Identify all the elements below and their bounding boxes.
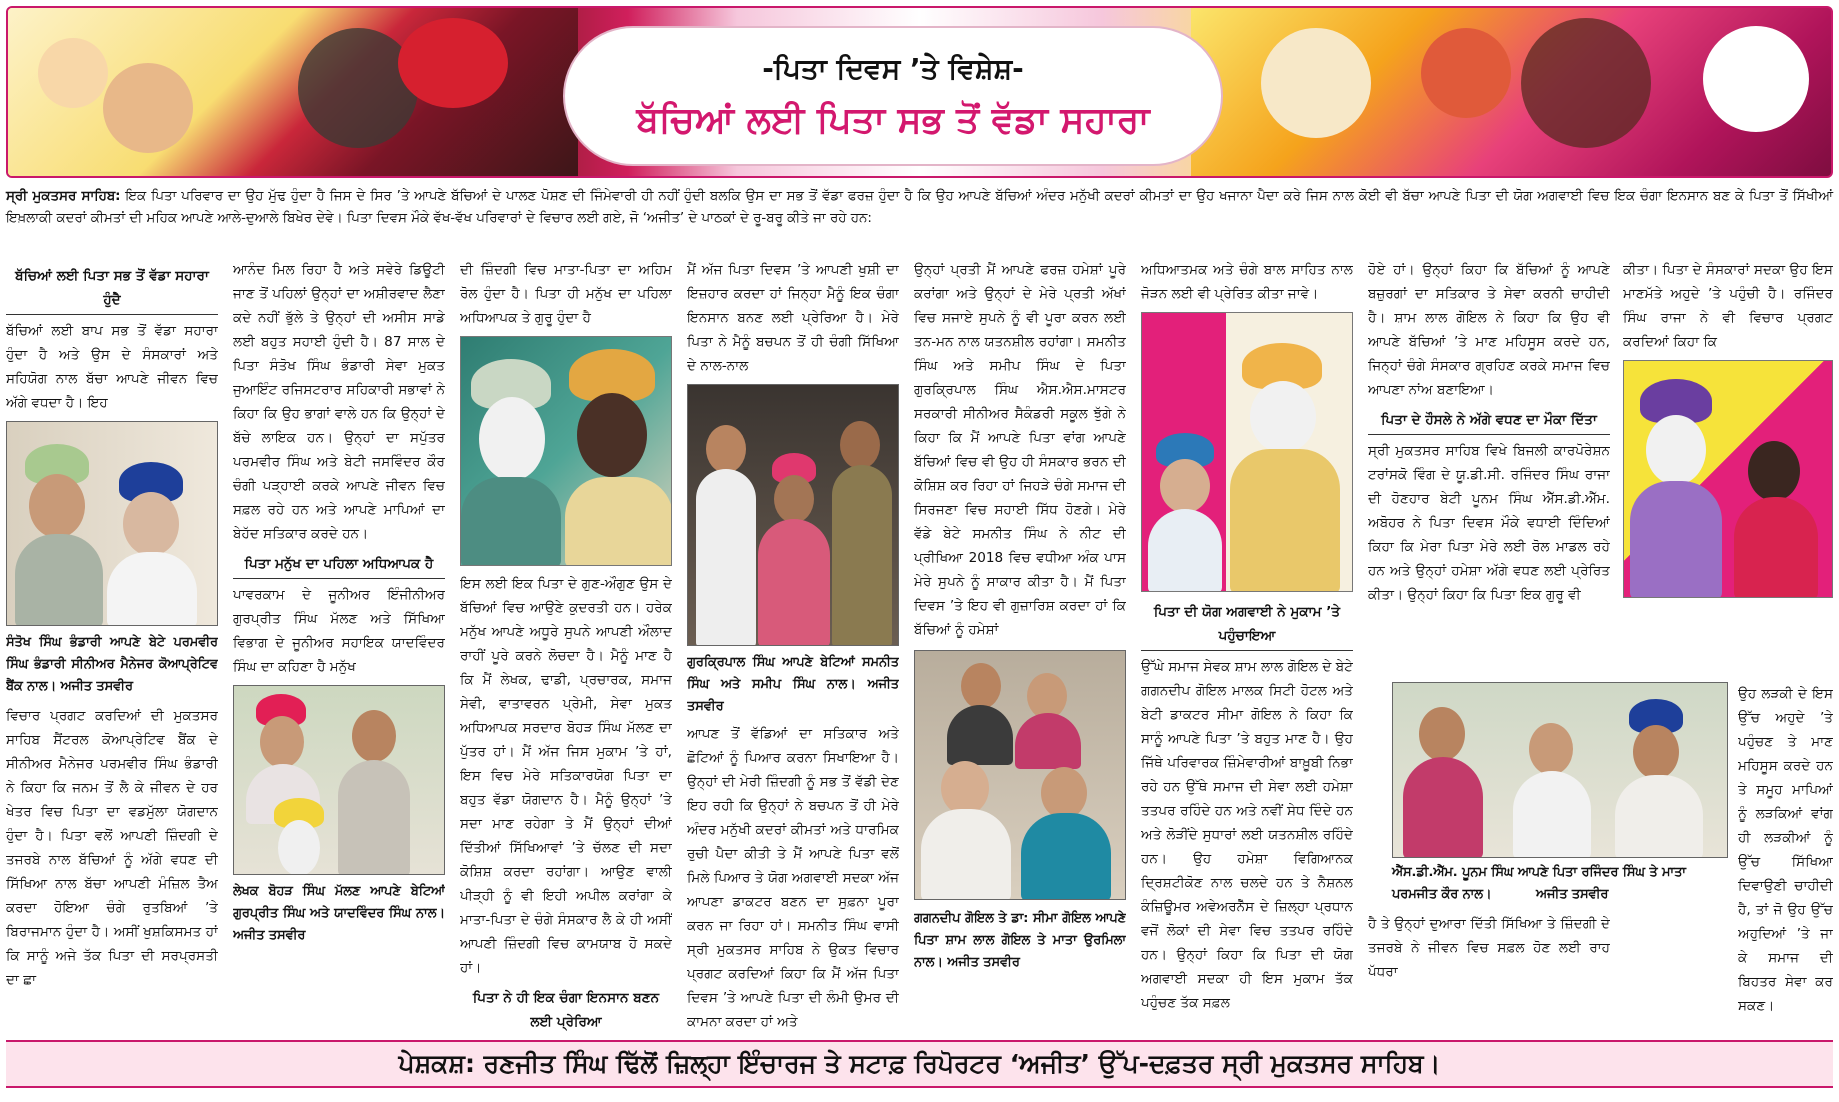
photo-caption-2 xyxy=(233,881,445,947)
footer-text: ਪੇਸ਼ਕਸ਼: ਰਣਜੀਤ ਸਿੰਘ ਢਿੱਲੋਂ ਜ਼ਿਲ੍ਹਾ ਇੰਚਾਰਜ ਤੇ ਸਟਾਫ਼ ਰਿਪੋਰਟਰ ‘ਅਜੀਤ’ ਉੱਪ-ਦਫ਼ਤਰ ਸ੍ਰੀ ਮੁਕਤਸਰ ਸਾਹਿਬ। xyxy=(398,1049,1441,1078)
face xyxy=(961,663,1001,709)
caption-text: ਐੱਸ.ਡੀ.ਐੱਮ. ਪੂਨਮ ਸਿੰਘ ਆਪਣੇ ਪਿਤਾ ਰਜਿੰਦਰ ਸਿੰਘ ਤੇ ਮਾਤਾ ਪਰਮਜੀਤ ਕੌਰ ਨਾਲ। xyxy=(1392,865,1686,902)
col2-para-1: ਆਨੰਦ ਮਿਲ ਰਿਹਾ ਹੈ ਅਤੇ ਸਵੇਰੇ ਡਿਊਟੀ ਜਾਣ ਤੋਂ ਪਹਿਲਾਂ ਉਨ੍ਹਾਂ ਦਾ ਅਸ਼ੀਰਵਾਦ ਲੈਣਾ ਕਦੇ ਨਹੀਂ ਭੁੱਲੇ ਤੇ ਉਨ੍ਹਾਂ ਦੀ ਅਸੀਸ ਸਾਡੇ ਲਈ ਬਹੁਤ ਸਹਾਈ ਹੁੰਦੀ ਹੈ। 87 ਸਾਲ ਦੇ ਪਿਤਾ ਸੰਤੋਖ ਸਿੰਘ ਭੰਡਾਰੀ ਸੇਵਾ ਮੁਕਤ ਜੁਆਇੰਟ ਰਜਿਸਟਰਾਰ ਸਹਿਕਾਰੀ ਸਭਾਵਾਂ ਨੇ ਕਿਹਾ ਕਿ ਉਹ ਭਾਗਾਂ ਵਾਲੇ ਹਨ ਕਿ ਉਨ੍ਹਾਂ ਦੇ ਬੱਚੇ ਲਾਇਕ ਹਨ। ਉਨ੍ਹਾਂ ਦਾ ਸਪੁੱਤਰ ਪਰਮਵੀਰ ਸਿੰਘ ਅਤੇ ਬੇਟੀ ਜਸਵਿੰਦਰ ਕੌਰ ਚੰਗੀ ਪੜ੍ਹਾਈ ਕਰਕੇ ਆਪਣੇ ਜੀਵਨ ਵਿਚ ਸਫ਼ਲ ਰਹੇ ਹਨ ਅਤੇ ਆਪਣੇ ਮਾਪਿਆਂ ਦਾ ਬੇਹੱਦ ਸਤਿਕਾਰ ਕਰਦੇ ਹਨ। xyxy=(233,262,445,542)
body xyxy=(461,477,561,566)
column-5 xyxy=(914,258,1126,1038)
col6-para-1: ਅਧਿਆਤਮਕ ਅਤੇ ਚੰਗੇ ਬਾਲ ਸਾਹਿਤ ਨਾਲ ਜੋੜਨ ਲਈ ਵੀ ਪ੍ਰੇਰਿਤ ਕੀਤਾ ਜਾਵੇ। xyxy=(1141,262,1353,302)
face xyxy=(1633,725,1679,779)
body xyxy=(921,809,1011,900)
col6-para-2: ਉੱਘੇ ਸਮਾਜ ਸੇਵਕ ਸ਼ਾਮ ਲਾਲ ਗੋਇਲ ਦੇ ਬੇਟੇ ਗਗਨਦੀਪ ਗੋਇਲ ਮਾਲਕ ਸਿਟੀ ਹੋਟਲ ਅਤੇ ਬੇਟੀ ਡਾਕਟਰ ਸੀਮਾ ਗੋਇਲ ਨੇ ਕਿਹਾ ਕਿ ਸਾਨੂੰ ਆਪਣੇ ਪਿਤਾ ’ਤੇ ਬਹੁਤ ਮਾਣ ਹੈ। ਉਹ ਜਿੱਥੇ ਪਰਿਵਾਰਕ ਜ਼ਿੰਮੇਵਾਰੀਆਂ ਬਾਖ਼ੂਬੀ ਨਿਭਾ ਰਹੇ ਹਨ ਉੱਥੇ ਸਮਾਜ ਦੀ ਸੇਵਾ ਲਈ ਹਮੇਸ਼ਾ ਤਤਪਰ ਰਹਿੰਦੇ ਹਨ ਅਤੇ ਨਵੀਂ ਸੇਧ ਦਿੰਦੇ ਹਨ ਅਤੇ ਲੋੜੀਂਦੇ ਸੁਧਾਰਾਂ ਲਈ ਯਤਨਸ਼ੀਲ ਰਹਿੰਦੇ ਹਨ। ਉਹ ਹਮੇਸ਼ਾ ਵਿਗਿਆਨਕ ਦ੍ਰਿਸ਼ਟੀਕੋਣ ਨਾਲ ਚਲਦੇ ਹਨ ਤੇ ਨੈਸ਼ਨਲ ਕੰਜ਼ਿਊਮਰ ਅਵੇਅਰਨੈੱਸ ਦੇ ਜ਼ਿਲ੍ਹਾ ਪ੍ਰਧਾਨ ਵਜੋਂ ਲੋਕਾਂ ਦੀ ਸੇਵਾ ਵਿਚ ਤਤਪਰ ਰਹਿੰਦੇ ਹਨ। ਉਨ੍ਹਾਂ ਕਿਹਾ ਕਿ ਪਿਤਾ ਦੀ ਯੋਗ ਅਗਵਾਈ ਸਦਕਾ ਹੀ ਇਸ ਮੁਕਾਮ ਤੱਕ ਪਹੁੰਚਣ ਤੱਕ ਸਫ਼ਲ xyxy=(1141,659,1353,1011)
subheading-6: ਪਿਤਾ ਦੀ ਯੋਗ ਅਗਵਾਈ ਨੇ ਮੁਕਾਮ ’ਤੇ ਪਹੁੰਚਾਇਆ xyxy=(1141,598,1353,651)
child-orange-turban xyxy=(1421,28,1511,118)
photo-credit: ਅਜੀਤ ਤਸਵੀਰ xyxy=(947,955,1020,970)
col7-para-2: ਸ੍ਰੀ ਮੁਕਤਸਰ ਸਾਹਿਬ ਵਿਖੇ ਬਿਜਲੀ ਕਾਰਪੋਰੇਸ਼ਨ ਟਰਾਂਸਕੋ ਵਿੰਗ ਦੇ ਯੂ.ਡੀ.ਸੀ. ਰਜਿੰਦਰ ਸਿੰਘ ਰਾਜਾ ਦੀ ਹੋਣਹਾਰ ਬੇਟੀ ਪੂਨਮ ਸਿੰਘ ਐੱਸ.ਡੀ.ਐੱਮ. ਅਬੋਹਰ ਨੇ ਪਿਤਾ ਦਿਵਸ ਮੌਕੇ ਵਧਾਈ ਦਿੰਦਿਆਂ ਕਿਹਾ ਕਿ ਮੇਰਾ ਪਿਤਾ ਮੇਰੇ ਲਈ ਰੋਲ ਮਾਡਲ ਰਹੇ ਹਨ ਅਤੇ ਉਨ੍ਹਾਂ ਹਮੇਸ਼ਾ ਅੱਗੇ ਵਧਣ ਲਈ ਪ੍ਰੇਰਿਤ ਕੀਤਾ। ਉਨ੍ਹਾਂ ਕਿਹਾ ਕਿ ਪਿਤਾ ਇਕ ਗੁਰੂ ਵੀ xyxy=(1368,443,1610,603)
dateline: ਸ੍ਰੀ ਮੁਕਤਸਰ ਸਾਹਿਬ: xyxy=(6,189,121,204)
col7-para-1: ਹੋਏ ਹਾਂ। ਉਨ੍ਹਾਂ ਕਿਹਾ ਕਿ ਬੱਚਿਆਂ ਨੂੰ ਆਪਣੇ ਬਜ਼ੁਰਗਾਂ ਦਾ ਸਤਿਕਾਰ ਤੇ ਸੇਵਾ ਕਰਨੀ ਚਾਹੀਦੀ ਹੈ। ਸ਼ਾਮ ਲਾਲ ਗੋਇਲ ਨੇ ਕਿਹਾ ਕਿ ਉਹ ਵੀ ਆਪਣੇ ਬੱਚਿਆਂ ’ਤੇ ਮਾਣ ਮਹਿਸੂਸ ਕਰਦੇ ਹਨ, ਜਿਨ੍ਹਾਂ ਚੰਗੇ ਸੰਸਕਾਰ ਗ੍ਰਹਿਣ ਕਰਕੇ ਸਮਾਜ ਵਿਚ ਆਪਣਾ ਨਾਂਅ ਬਣਾਇਆ। xyxy=(1368,262,1610,398)
face xyxy=(1529,723,1573,775)
body xyxy=(1021,813,1111,900)
column-4 xyxy=(687,258,899,1038)
col4-para-1: ਮੈਂ ਅੱਜ ਪਿਤਾ ਦਿਵਸ ’ਤੇ ਆਪਣੀ ਖੁਸ਼ੀ ਦਾ ਇਜ਼ਹਾਰ ਕਰਦਾ ਹਾਂ ਜਿਨ੍ਹਾ ਮੈਨੂੰ ਇਕ ਚੰਗਾ ਇਨਸਾਨ ਬਨਣ ਲਈ ਪ੍ਰੇਰਿਆ ਹੈ। ਮੇਰੇ ਪਿਤਾ ਨੇ ਮੈਨੂੰ ਬਚਪਨ ਤੋਂ ਹੀ ਚੰਗੀ ਸਿੱਖਿਆ ਦੇ ਨਾਲ-ਨਾਲ xyxy=(687,262,899,374)
body xyxy=(338,760,410,875)
face xyxy=(774,475,814,523)
dark-beard xyxy=(577,393,647,477)
column-3 xyxy=(460,258,672,1038)
caption-text: ਲੇਖਕ ਬੋਹੜ ਸਿੰਘ ਮੱਲਣ ਆਪਣੇ ਬੇਟਿਆਂ ਗੁਰਪ੍ਰੀਤ ਸਿੰਘ ਅਤੇ ਯਾਦਵਿੰਦਰ ਸਿੰਘ ਨਾਲ। xyxy=(233,884,445,921)
col8-para-2: ਉਹ ਲੜਕੀ ਦੇ ਇਸ ਉੱਚ ਅਹੁਦੇ ’ਤੇ ਪਹੁੰਚਣ ਤੇ ਮਾਣ ਮਹਿਸੂਸ ਕਰਦੇ ਹਨ ਤੇ ਸਮੂਹ ਮਾਪਿਆਂ ਨੂੰ ਲੜਕਿਆਂ ਵਾਂਗ ਹੀ ਲੜਕੀਆਂ ਨੂੰ ਉੱਚ ਸਿੱਖਿਆ ਦਿਵਾਉਣੀ ਚਾਹੀਦੀ ਹੈ, ਤਾਂ ਜੋ ਉਹ ਉੱਚ ਅਹੁਦਿਆਂ ’ਤੇ ਜਾ ਕੇ ਸਮਾਜ ਦੀ ਬਿਹਤਰ ਸੇਵਾ ਕਰ ਸਕਣ। xyxy=(1738,686,1833,1014)
column-1 xyxy=(6,258,218,1038)
face xyxy=(123,492,179,556)
photo-caption-7 xyxy=(1392,862,1728,906)
body xyxy=(1734,497,1818,598)
col5-para-1: ਉਨ੍ਹਾਂ ਪ੍ਰਤੀ ਮੈਂ ਆਪਣੇ ਫਰਜ਼ ਹਮੇਸ਼ਾਂ ਪੂਰੇ ਕਰਾਂਗਾ ਅਤੇ ਉਨ੍ਹਾਂ ਦੇ ਮੇਰੇ ਪ੍ਰਤੀ ਅੱਖਾਂ ਵਿਚ ਸਜਾਏ ਸੁਪਨੇ ਨੂੰ ਵੀ ਪੂਰਾ ਕਰਨ ਲਈ ਤਨ-ਮਨ ਨਾਲ ਯਤਨਸ਼ੀਲ ਰਹਾਂਗਾ। ਸਮਨੀਤ ਸਿੰਘ ਅਤੇ ਸਮੀਪ ਸਿੰਘ ਦੇ ਪਿਤਾ ਗੁਰਕ੍ਰਿਪਾਲ ਸਿੰਘ ਐਸ.ਐਸ.ਮਾਸਟਰ ਸਰਕਾਰੀ ਸੀਨੀਅਰ ਸੈਕੰਡਰੀ ਸਕੂਲ ਝੁੱਗੇ ਨੇ ਕਿਹਾ ਕਿ ਮੈਂ ਆਪਣੇ ਪਿਤਾ ਵਾਂਗ ਆਪਣੇ ਬੱਚਿਆਂ ਵਿਚ ਵੀ ਉਹ ਹੀ ਸੰਸਕਾਰ ਭਰਨ ਦੀ ਕੋਸ਼ਿਸ਼ ਕਰ ਰਿਹਾ ਹਾਂ ਜਿਹੜੇ ਚੰਗੇ ਸਮਾਜ ਦੀ ਸਿਰਜਣਾ ਵਿਚ ਸਹਾਈ ਸਿੱਧ ਹੋਣਗੇ। ਮੇਰੇ ਵੱਡੇ ਬੇਟੇ ਸਮਨੀਤ ਸਿੰਘ ਨੇ ਨੀਟ ਦੀ ਪ੍ਰੀਖਿਆ 2018 ਵਿਚ ਵਧੀਆ ਅੰਕ ਪਾਸ ਮੇਰੇ ਸੁਪਨੇ ਨੂੰ ਸਾਕਾਰ ਕੀਤਾ ਹੈ। ਮੈਂ ਪਿਤਾ ਦਿਵਸ ’ਤੇ ਇਹ ਵੀ ਗੁਜ਼ਾਰਿਸ਼ ਕਰਦਾ ਹਾਂ ਕਿ ਬੱਚਿਆਂ ਨੂੰ ਹਮੇਸ਼ਾਂ xyxy=(914,262,1126,638)
illustration-grandfather-son xyxy=(460,336,672,566)
photo-credit: ਅਜੀਤ ਤਸਵੀਰ xyxy=(1535,887,1609,902)
face xyxy=(260,716,304,768)
body xyxy=(107,552,197,626)
subheading-1: ਬੱਚਿਆਂ ਲਈ ਪਿਤਾ ਸਭ ਤੋਂ ਵੱਡਾ ਸਹਾਰਾ ਹੁੰਦੈ xyxy=(6,262,218,315)
father-photo xyxy=(1521,18,1651,148)
subheading-2: ਪਿਤਾ ਮਨੁੱਖ ਦਾ ਪਹਿਲਾ ਅਧਿਆਪਕ ਹੈ xyxy=(233,550,445,579)
col8-para-1: ਕੀਤਾ। ਪਿਤਾ ਦੇ ਸੰਸਕਾਰਾਂ ਸਦਕਾ ਉਹ ਇਸ ਮਾਣਮੱਤੇ ਅਹੁਦੇ ’ਤੇ ਪਹੁੰਚੀ ਹੈ। ਰਜਿੰਦਰ ਸਿੰਘ ਰਾਜਾ ਨੇ ਵੀ ਵਿਚਾਰ ਪ੍ਰਗਟ ਕਰਦਿਆਂ ਕਿਹਾ ਕਿ xyxy=(1623,262,1833,350)
photo-credit: ਅਜੀਤ ਤਸਵੀਰ xyxy=(687,677,899,714)
cartoon-family xyxy=(1261,28,1371,138)
column-8-continued xyxy=(1738,682,1833,1032)
photo-red-turban xyxy=(398,18,508,108)
face xyxy=(1041,767,1087,819)
headline: ਬੱਚਿਆਂ ਲਈ ਪਿਤਾ ਸਭ ਤੋਂ ਵੱਡਾ ਸਹਾਰਾ xyxy=(636,100,1150,141)
body xyxy=(696,469,756,646)
illustration-father-daughter xyxy=(1623,360,1833,598)
photo-caption-5 xyxy=(914,908,1126,974)
body xyxy=(1630,481,1722,598)
caption-text: ਗੁਰਕ੍ਰਿਪਾਲ ਸਿੰਘ ਆਪਣੇ ਬੇਟਿਆਂ ਸਮਨੀਤ ਸਿੰਘ ਅਤੇ ਸਮੀਪ ਸਿੰਘ ਨਾਲ। xyxy=(687,655,899,692)
intro-paragraph xyxy=(6,186,1833,230)
column-6 xyxy=(1141,258,1353,1038)
headline-box xyxy=(563,26,1223,166)
face xyxy=(706,425,746,473)
photo-turban-man xyxy=(298,28,418,148)
face xyxy=(941,761,989,815)
beard xyxy=(278,820,320,875)
banner-right-illustration xyxy=(1191,8,1831,178)
col7-para-3: ਹੈ ਤੇ ਉਨ੍ਹਾਂ ਦੁਆਰਾ ਦਿੱਤੀ ਸਿੱਖਿਆ ਤੇ ਜ਼ਿੰਦਗੀ ਦੇ ਤਜਰਬੇ ਨੇ ਜੀਵਨ ਵਿਚ ਸਫ਼ਲ ਹੋਣ ਲਈ ਰਾਹ ਪੱਧਰਾ xyxy=(1368,916,1610,980)
body xyxy=(832,465,892,646)
column-8 xyxy=(1623,258,1833,678)
white-beard xyxy=(479,397,545,481)
col1-para-2: ਵਿਚਾਰ ਪ੍ਰਗਟ ਕਰਦਿਆਂ ਦੀ ਮੁਕਤਸਰ ਸਾਹਿਬ ਸੈਂਟਰਲ ਕੋਆਪ੍ਰੇਟਿਵ ਬੈਂਕ ਦੇ ਸੀਨੀਅਰ ਮੈਨੇਜਰ ਪਰਮਵੀਰ ਸਿੰਘ ਭੰਡਾਰੀ ਨੇ ਕਿਹਾ ਕਿ ਜਨਮ ਤੋਂ ਲੈ ਕੇ ਜੀਵਨ ਦੇ ਹਰ ਖੇਤਰ ਵਿਚ ਪਿਤਾ ਦਾ ਵਡਮੁੱਲਾ ਯੋਗਦਾਨ ਹੁੰਦਾ ਹੈ। ਪਿਤਾ ਵਲੋਂ ਆਪਣੀ ਜ਼ਿੰਦਗੀ ਦੇ ਤਜਰਬੇ ਨਾਲ ਬੱਚਿਆਂ ਨੂੰ ਅੱਗੇ ਵਧਣ ਦੀ ਸਿੱਖਿਆ ਨਾਲ ਬੱਚਾ ਆਪਣੀ ਮੰਜ਼ਿਲ ਤੈਅ ਕਰਦਾ ਹੋਇਆ ਚੰਗੇ ਰੁਤਬਿਆਂ ’ਤੇ ਬਿਰਾਜਮਾਨ ਹੁੰਦਾ ਹੈ। ਅਸੀਂ ਖੁਸ਼ਕਿਸਮਤ ਹਾਂ ਕਿ ਸਾਨੂੰ ਅਜੇ ਤੱਕ ਪਿਤਾ ਦੀ ਸਰਪ੍ਰਸਤੀ ਦਾ ਛਾ xyxy=(6,708,218,988)
banner xyxy=(6,6,1833,178)
body xyxy=(15,534,103,626)
photo-caption-1 xyxy=(6,632,218,698)
col4-para-2: ਆਪਣ ਤੋਂ ਵੱਡਿਆਂ ਦਾ ਸਤਿਕਾਰ ਅਤੇ ਛੋਟਿਆਂ ਨੂੰ ਪਿਆਰ ਕਰਨਾ ਸਿਖਾਇਆ ਹੈ। ਉਨ੍ਹਾਂ ਦੀ ਮੇਰੀ ਜ਼ਿੰਦਗੀ ਨੂੰ ਸਭ ਤੋਂ ਵੱਡੀ ਦੇਣ ਇਹ ਰਹੀ ਕਿ ਉਨ੍ਹਾਂ ਨੇ ਬਚਪਨ ਤੋਂ ਹੀ ਮੇਰੇ ਅੰਦਰ ਮਨੁੱਖੀ ਕਦਰਾਂ ਕੀਮਤਾਂ ਅਤੇ ਧਾਰਮਿਕ ਰੁਚੀ ਪੈਦਾ ਕੀਤੀ ਤੇ ਮੈਂ ਆਪਣੇ ਪਿਤਾ ਵਲੋਂ ਮਿਲੇ ਪਿਆਰ ਤੇ ਯੋਗ ਅਗਵਾਈ ਸਦਕਾ ਅੱਜ ਆਪਣਾ ਡਾਕਟਰ ਬਣਨ ਦਾ ਸੁਫ਼ਨਾ ਪੂਰਾ ਕਰਨ ਜਾ ਰਿਹਾ ਹਾਂ। ਸਮਨੀਤ ਸਿੰਘ ਵਾਸੀ ਸ੍ਰੀ ਮੁਕਤਸਰ ਸਾਹਿਬ ਨੇ ਉਕਤ ਵਿਚਾਰ ਪ੍ਰਗਟ ਕਰਦਿਆਂ ਕਿਹਾ ਕਿ ਮੈਂ ਅੱਜ ਪਿਤਾ ਦਿਵਸ ’ਤੇ ਆਪਣੇ ਪਿਤਾ ਦੀ ਲੰਮੀ ਉਮਰ ਦੀ ਕਾਮਨਾ ਕਰਦਾ ਹਾਂ ਅਤੇ xyxy=(687,726,899,1030)
face xyxy=(1419,707,1465,761)
child-figure xyxy=(38,38,108,108)
column-2 xyxy=(233,258,445,1038)
body xyxy=(1403,757,1483,858)
subheading-3: ਪਿਤਾ ਨੇ ਹੀ ਇਕ ਚੰਗਾ ਇਨਸਾਨ ਬਣਨ ਲਈ ਪ੍ਰੇਰਿਆ xyxy=(472,990,660,1030)
face xyxy=(1160,459,1210,513)
body xyxy=(947,705,1013,765)
body xyxy=(758,519,830,646)
photo-goel-family xyxy=(914,650,1126,900)
intro-text: ਇਕ ਪਿਤਾ ਪਰਿਵਾਰ ਦਾ ਉਹ ਮੁੱਢ ਹੁੰਦਾ ਹੈ ਜਿਸ ਦੇ ਸਿਰ ’ਤੇ ਆਪਣੇ ਬੱਚਿਆਂ ਦੇ ਪਾਲਣ ਪੋਸ਼ਣ ਦੀ ਜਿੰਮੇਵਾਰੀ ਹੀ ਨਹੀਂ ਹੁੰਦੀ ਬਲਕਿ ਉਸ ਦਾ ਸਭ ਤੋਂ ਵੱਡਾ ਫਰਜ਼ ਹੁੰਦਾ ਹੈ ਕਿ ਉਹ ਆਪਣੇ ਬੱਚਿਆਂ ਅੰਦਰ ਮਨੁੱਖੀ ਕਦਰਾਂ ਕੀਮਤਾਂ ਦਾ ਉਹ ਖਜਾਨਾ ਪੈਦਾ ਕਰੇ ਜਿਸ ਨਾਲ ਕੋਈ ਵੀ ਬੱਚਾ ਆਪਣੇ ਪਿਤਾ ਦੀ ਯੋਗ ਅਗਵਾਈ ਵਿਚ ਇਕ ਚੰਗਾ ਇਨਸਾਨ ਬਣ ਕੇ ਪਿਤਾ ਤੋਂ ਸਿੱਖੀਆਂ ਇਖ਼ਲਾਕੀ ਕਦਰਾਂ ਕੀਮਤਾਂ ਦੀ ਮਹਿਕ ਆਪਣੇ ਆਲੇ-ਦੁਆਲੇ ਬਿਖੇਰ ਦੇਵੇ। ਪਿਤਾ ਦਿਵਸ ਮੌਕੇ ਵੱਖ-ਵੱਖ ਪਰਿਵਾਰਾਂ ਦੇ ਵਿਚਾਰ ਲਈ ਗਏ, ਜੋ ‘ਅਜੀਤ’ ਦੇ ਪਾਠਕਾਂ ਦੇ ਰੂ-ਬਰੂ ਕੀਤੇ ਜਾ ਰਹੇ ਹਨ: xyxy=(6,189,1833,226)
photo-bhandari xyxy=(6,421,218,626)
col2-para-2: ਪਾਵਰਕਾਮ ਦੇ ਜੂਨੀਅਰ ਇੰਜੀਨੀਅਰ ਗੁਰਪ੍ਰੀਤ ਸਿੰਘ ਮੱਲਣ ਅਤੇ ਸਿੱਖਿਆ ਵਿਭਾਗ ਦੇ ਜੂਨੀਅਰ ਸਹਾਇਕ ਯਾਦਵਿੰਦਰ ਸਿੰਘ ਦਾ ਕਹਿਣਾ ਹੈ ਮਨੁੱਖ xyxy=(233,587,445,675)
decorative-circle xyxy=(1703,26,1809,132)
face xyxy=(840,421,880,469)
footer-credit-bar xyxy=(6,1040,1833,1088)
photo-poonam-family xyxy=(1392,682,1728,858)
photo-credit: ਅਜੀਤ ਤਸਵੀਰ xyxy=(60,679,133,694)
body xyxy=(1015,713,1081,769)
photo-caption-4 xyxy=(687,652,899,718)
body xyxy=(1513,771,1591,858)
col1-para-1: ਬੱਚਿਆਂ ਲਈ ਬਾਪ ਸਭ ਤੋਂ ਵੱਡਾ ਸਹਾਰਾ ਹੁੰਦਾ ਹੈ ਅਤੇ ਉਸ ਦੇ ਸੰਸਕਾਰਾਂ ਅਤੇ ਸਹਿਯੋਗ ਨਾਲ ਬੱਚਾ ਆਪਣੇ ਜੀਵਨ ਵਿਚ ਅੱਗੇ ਵਧਦਾ ਹੈ। ਇਹ xyxy=(6,323,218,411)
photo-credit: ਅਜੀਤ ਤਸਵੀਰ xyxy=(233,928,306,943)
photo-gurkirpal xyxy=(687,384,899,646)
banner-left-illustration xyxy=(8,8,578,178)
col3-para-2: ਇਸ ਲਈ ਇਕ ਪਿਤਾ ਦੇ ਗੁਣ-ਔਗੁਣ ਉਸ ਦੇ ਬੱਚਿਆਂ ਵਿਚ ਆਉਣੇ ਕੁਦਰਤੀ ਹਨ। ਹਰੇਕ ਮਨੁੱਖ ਆਪਣੇ ਅਧੂਰੇ ਸੁਪਨੇ ਆਪਣੀ ਔਲਾਦ ਰਾਹੀਂ ਪੂਰੇ ਕਰਨੇ ਲੋਚਦਾ ਹੈ। ਮੈਨੂੰ ਮਾਣ ਹੈ ਕਿ ਮੈਂ ਲੇਖਕ, ਢਾਡੀ, ਪ੍ਰਚਾਰਕ, ਸਮਾਜ ਸੇਵੀ, ਵਾਤਾਵਰਨ ਪ੍ਰੇਮੀ, ਸੇਵਾ ਮੁਕਤ ਅਧਿਆਪਕ ਸਰਦਾਰ ਬੋਹੜ ਸਿੰਘ ਮੱਲਣ ਦਾ ਪੁੱਤਰ ਹਾਂ। ਮੈਂ ਅੱਜ ਜਿਸ ਮੁਕਾਮ ’ਤੇ ਹਾਂ, ਇਸ ਵਿਚ ਮੇਰੇ ਸਤਿਕਾਰਯੋਗ ਪਿਤਾ ਦਾ ਬਹੁਤ ਵੱਡਾ ਯੋਗਦਾਨ ਹੈ। ਮੈਨੂੰ ਉਨ੍ਹਾਂ ’ਤੇ ਸਦਾ ਮਾਣ ਰਹੇਗਾ ਤੇ ਮੈਂ ਉਨ੍ਹਾਂ ਦੀਆਂ ਦਿੱਤੀਆਂ ਸਿੱਖਿਆਵਾਂ ’ਤੇ ਚੱਲਣ ਦੀ ਸਦਾ ਕੋਸ਼ਿਸ਼ ਕਰਦਾ ਰਹਾਂਗਾ। ਆਉਣ ਵਾਲੀ ਪੀੜ੍ਹੀ ਨੂੰ ਵੀ ਇਹੀ ਅਪੀਲ ਕਰਾਂਗਾ ਕੇ ਮਾਤਾ-ਪਿਤਾ ਦੇ ਚੰਗੇ ਸੰਸਕਾਰ ਲੈ ਕੇ ਹੀ ਅਸੀਂ ਆਪਣੀ ਜ਼ਿੰਦਗੀ ਵਿਚ ਕਾਮਯਾਬ ਹੋ ਸਕਦੇ ਹਾਂ। xyxy=(460,576,672,976)
pre-title: -ਪਿਤਾ ਦਿਵਸ ’ਤੇ ਵਿਸ਼ੇਸ਼- xyxy=(762,52,1024,85)
body xyxy=(1148,509,1222,592)
body xyxy=(1615,775,1703,858)
body xyxy=(1230,449,1340,592)
beard xyxy=(1250,381,1316,453)
illustration-father-son xyxy=(1141,312,1353,592)
body xyxy=(565,477,672,566)
father-figure xyxy=(103,63,193,153)
caption-text: ਗਗਨਦੀਪ ਗੋਇਲ ਤੇ ਡਾ: ਸੀਮਾ ਗੋਇਲ ਆਪਣੇ ਪਿਤਾ ਸ਼ਾਮ ਲਾਲ ਗੋਇਲ ਤੇ ਮਾਤਾ ਉਰਮਿਲਾ ਨਾਲ। xyxy=(914,911,1126,970)
col3-para-1: ਦੀ ਜ਼ਿੰਦਗੀ ਵਿਚ ਮਾਤਾ-ਪਿਤਾ ਦਾ ਅਹਿਮ ਰੋਲ ਹੁੰਦਾ ਹੈ। ਪਿਤਾ ਹੀ ਮਨੁੱਖ ਦਾ ਪਹਿਲਾ ਅਧਿਆਪਕ ਤੇ ਗੁਰੂ ਹੁੰਦਾ ਹੈ xyxy=(460,262,672,326)
face xyxy=(352,710,396,762)
photo-mallan xyxy=(233,685,445,875)
caption-text: ਸੰਤੋਖ ਸਿੰਘ ਭੰਡਾਰੀ ਆਪਣੇ ਬੇਟੇ ਪਰਮਵੀਰ ਸਿੰਘ ਭੰਡਾਰੀ ਸੀਨੀਅਰ ਮੈਨੇਜਰ ਕੋਆਪ੍ਰੇਟਿਵ ਬੈਂਕ ਨਾਲ। xyxy=(6,635,218,694)
girl-head xyxy=(1748,441,1800,501)
beard xyxy=(1646,415,1706,485)
subheading-7: ਪਿਤਾ ਦੇ ਹੌਸਲੇ ਨੇ ਅੱਗੇ ਵਧਣ ਦਾ ਮੌਕਾ ਦਿੱਤਾ xyxy=(1368,406,1610,435)
face xyxy=(29,474,85,538)
column-7-continued xyxy=(1368,912,1610,1032)
